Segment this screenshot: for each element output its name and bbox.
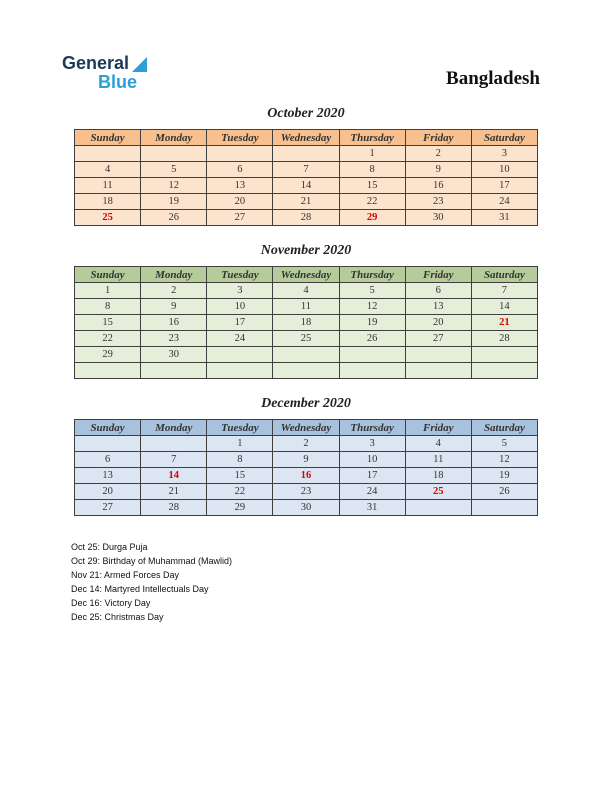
day-cell: 18 — [405, 468, 471, 484]
day-cell: 23 — [273, 484, 339, 500]
day-header: Saturday — [471, 267, 537, 283]
day-cell: 11 — [273, 299, 339, 315]
day-header: Tuesday — [207, 267, 273, 283]
day-cell: 6 — [207, 162, 273, 178]
day-cell: 16 — [405, 178, 471, 194]
day-header: Thursday — [339, 267, 405, 283]
empty-day-cell — [141, 363, 207, 379]
week-row — [75, 500, 538, 516]
day-cell: 20 — [75, 484, 141, 500]
day-cell: 24 — [207, 331, 273, 347]
day-cell: 22 — [207, 484, 273, 500]
holiday-note: Oct 29: Birthday of Muhammad (Mawlid) — [71, 555, 233, 566]
day-cell: 30 — [141, 347, 207, 363]
day-cell: 19 — [339, 315, 405, 331]
day-cell: 4 — [75, 162, 141, 178]
day-cell: 5 — [141, 162, 207, 178]
calendar-table-december — [74, 419, 538, 516]
empty-day-cell — [471, 347, 537, 363]
day-cell: 13 — [405, 299, 471, 315]
day-cell: 9 — [273, 452, 339, 468]
day-cell: 21 — [141, 484, 207, 500]
day-header: Friday — [405, 267, 471, 283]
day-header-row — [75, 267, 538, 283]
week-row — [75, 436, 538, 452]
week-row — [75, 468, 538, 484]
day-header: Wednesday — [273, 420, 339, 436]
day-header: Sunday — [75, 267, 141, 283]
day-cell: 19 — [141, 194, 207, 210]
day-cell: 27 — [405, 331, 471, 347]
day-header: Sunday — [75, 130, 141, 146]
day-cell: 3 — [339, 436, 405, 452]
day-cell: 7 — [273, 162, 339, 178]
holiday-note: Nov 21: Armed Forces Day — [71, 569, 180, 580]
day-cell: 28 — [471, 331, 537, 347]
day-cell: 31 — [471, 210, 537, 226]
day-cell: 5 — [339, 283, 405, 299]
day-cell: 26 — [471, 484, 537, 500]
empty-day-cell — [339, 363, 405, 379]
empty-day-cell — [75, 146, 141, 162]
holiday-note: Dec 25: Christmas Day — [71, 611, 164, 622]
day-cell: 15 — [75, 315, 141, 331]
day-cell: 20 — [405, 315, 471, 331]
empty-day-cell — [471, 363, 537, 379]
day-cell: 12 — [471, 452, 537, 468]
week-row — [75, 347, 538, 363]
day-cell: 20 — [207, 194, 273, 210]
day-cell: 22 — [339, 194, 405, 210]
day-cell: 1 — [339, 146, 405, 162]
day-header: Tuesday — [207, 130, 273, 146]
empty-day-cell — [207, 347, 273, 363]
day-cell: 10 — [339, 452, 405, 468]
day-cell: 6 — [75, 452, 141, 468]
week-row — [75, 162, 538, 178]
holiday-day-cell: 29 — [339, 210, 405, 226]
day-cell: 26 — [141, 210, 207, 226]
empty-day-cell — [141, 436, 207, 452]
holiday-day-cell: 25 — [405, 484, 471, 500]
day-cell: 9 — [405, 162, 471, 178]
day-cell: 25 — [273, 331, 339, 347]
week-row — [75, 283, 538, 299]
day-cell: 13 — [75, 468, 141, 484]
day-cell: 30 — [273, 500, 339, 516]
holiday-note: Oct 25: Durga Puja — [71, 542, 148, 552]
day-header: Saturday — [471, 130, 537, 146]
day-cell: 24 — [339, 484, 405, 500]
week-row — [75, 363, 538, 379]
day-cell: 13 — [207, 178, 273, 194]
day-cell: 15 — [207, 468, 273, 484]
empty-day-cell — [339, 347, 405, 363]
week-row — [75, 299, 538, 315]
day-cell: 30 — [405, 210, 471, 226]
country-title: Bangladesh — [446, 68, 540, 89]
day-header: Saturday — [471, 420, 537, 436]
day-cell: 5 — [471, 436, 537, 452]
month-title-october: October 2020 — [267, 106, 345, 121]
day-cell: 10 — [207, 299, 273, 315]
day-cell: 12 — [339, 299, 405, 315]
day-header: Friday — [405, 420, 471, 436]
page-header — [0, 0, 612, 91]
day-cell: 3 — [471, 146, 537, 162]
holiday-day-cell: 21 — [471, 315, 537, 331]
week-row — [75, 484, 538, 500]
day-cell: 28 — [141, 500, 207, 516]
day-header: Thursday — [339, 130, 405, 146]
day-cell: 7 — [141, 452, 207, 468]
day-cell: 1 — [75, 283, 141, 299]
day-cell: 28 — [273, 210, 339, 226]
month-title-november: November 2020 — [260, 243, 352, 258]
day-cell: 12 — [141, 178, 207, 194]
holiday-day-cell: 14 — [141, 468, 207, 484]
holiday-day-cell: 25 — [75, 210, 141, 226]
empty-day-cell — [75, 363, 141, 379]
empty-day-cell — [405, 347, 471, 363]
empty-day-cell — [273, 347, 339, 363]
month-section-november — [74, 243, 538, 379]
day-cell: 4 — [273, 283, 339, 299]
day-header: Monday — [141, 267, 207, 283]
day-cell: 18 — [75, 194, 141, 210]
day-cell: 7 — [471, 283, 537, 299]
day-cell: 8 — [339, 162, 405, 178]
logo-text-blue: Blue — [98, 72, 138, 92]
empty-day-cell — [207, 363, 273, 379]
day-cell: 1 — [207, 436, 273, 452]
empty-day-cell — [471, 500, 537, 516]
empty-day-cell — [273, 146, 339, 162]
day-cell: 27 — [207, 210, 273, 226]
empty-day-cell — [207, 146, 273, 162]
week-row — [75, 315, 538, 331]
general-blue-logo — [62, 54, 147, 91]
day-cell: 4 — [405, 436, 471, 452]
day-cell: 17 — [207, 315, 273, 331]
day-cell: 2 — [141, 283, 207, 299]
logo-triangle-icon — [132, 57, 147, 72]
day-cell: 9 — [141, 299, 207, 315]
day-cell: 23 — [141, 331, 207, 347]
day-cell: 17 — [339, 468, 405, 484]
day-cell: 2 — [405, 146, 471, 162]
week-row — [75, 194, 538, 210]
day-cell: 23 — [405, 194, 471, 210]
empty-day-cell — [273, 363, 339, 379]
day-cell: 11 — [405, 452, 471, 468]
day-cell: 8 — [207, 452, 273, 468]
day-header: Monday — [141, 130, 207, 146]
holiday-note: Dec 14: Martyred Intellectuals Day — [71, 583, 209, 594]
day-cell: 29 — [75, 347, 141, 363]
week-row — [75, 452, 538, 468]
week-row — [75, 210, 538, 226]
day-cell: 26 — [339, 331, 405, 347]
day-header: Friday — [405, 130, 471, 146]
day-cell: 14 — [273, 178, 339, 194]
day-header: Thursday — [339, 420, 405, 436]
empty-day-cell — [75, 436, 141, 452]
day-cell: 3 — [207, 283, 273, 299]
holiday-day-cell: 16 — [273, 468, 339, 484]
week-row — [75, 146, 538, 162]
day-cell: 14 — [471, 299, 537, 315]
day-cell: 2 — [273, 436, 339, 452]
month-section-december — [74, 396, 538, 516]
logo-top-line — [62, 54, 147, 72]
day-header-row — [75, 420, 538, 436]
week-row — [75, 178, 538, 194]
day-header: Wednesday — [273, 130, 339, 146]
calendar-table-october — [74, 129, 538, 226]
day-header: Sunday — [75, 420, 141, 436]
month-section-october — [74, 106, 538, 226]
day-cell: 19 — [471, 468, 537, 484]
day-cell: 8 — [75, 299, 141, 315]
day-cell: 16 — [141, 315, 207, 331]
day-header: Wednesday — [273, 267, 339, 283]
day-cell: 10 — [471, 162, 537, 178]
day-cell: 17 — [471, 178, 537, 194]
day-cell: 24 — [471, 194, 537, 210]
day-cell: 22 — [75, 331, 141, 347]
day-cell: 15 — [339, 178, 405, 194]
month-title-december: December 2020 — [261, 396, 351, 411]
empty-day-cell — [405, 500, 471, 516]
day-cell: 11 — [75, 178, 141, 194]
day-header: Tuesday — [207, 420, 273, 436]
holiday-note: Dec 16: Victory Day — [71, 597, 151, 608]
holiday-list — [71, 541, 541, 625]
day-cell: 31 — [339, 500, 405, 516]
day-cell: 21 — [273, 194, 339, 210]
day-header-row — [75, 130, 538, 146]
empty-day-cell — [141, 146, 207, 162]
day-cell: 27 — [75, 500, 141, 516]
calendar-table-november — [74, 266, 538, 379]
empty-day-cell — [405, 363, 471, 379]
day-cell: 29 — [207, 500, 273, 516]
logo-text-general: General — [62, 53, 130, 73]
day-cell: 18 — [273, 315, 339, 331]
day-cell: 6 — [405, 283, 471, 299]
day-header: Monday — [141, 420, 207, 436]
week-row — [75, 331, 538, 347]
